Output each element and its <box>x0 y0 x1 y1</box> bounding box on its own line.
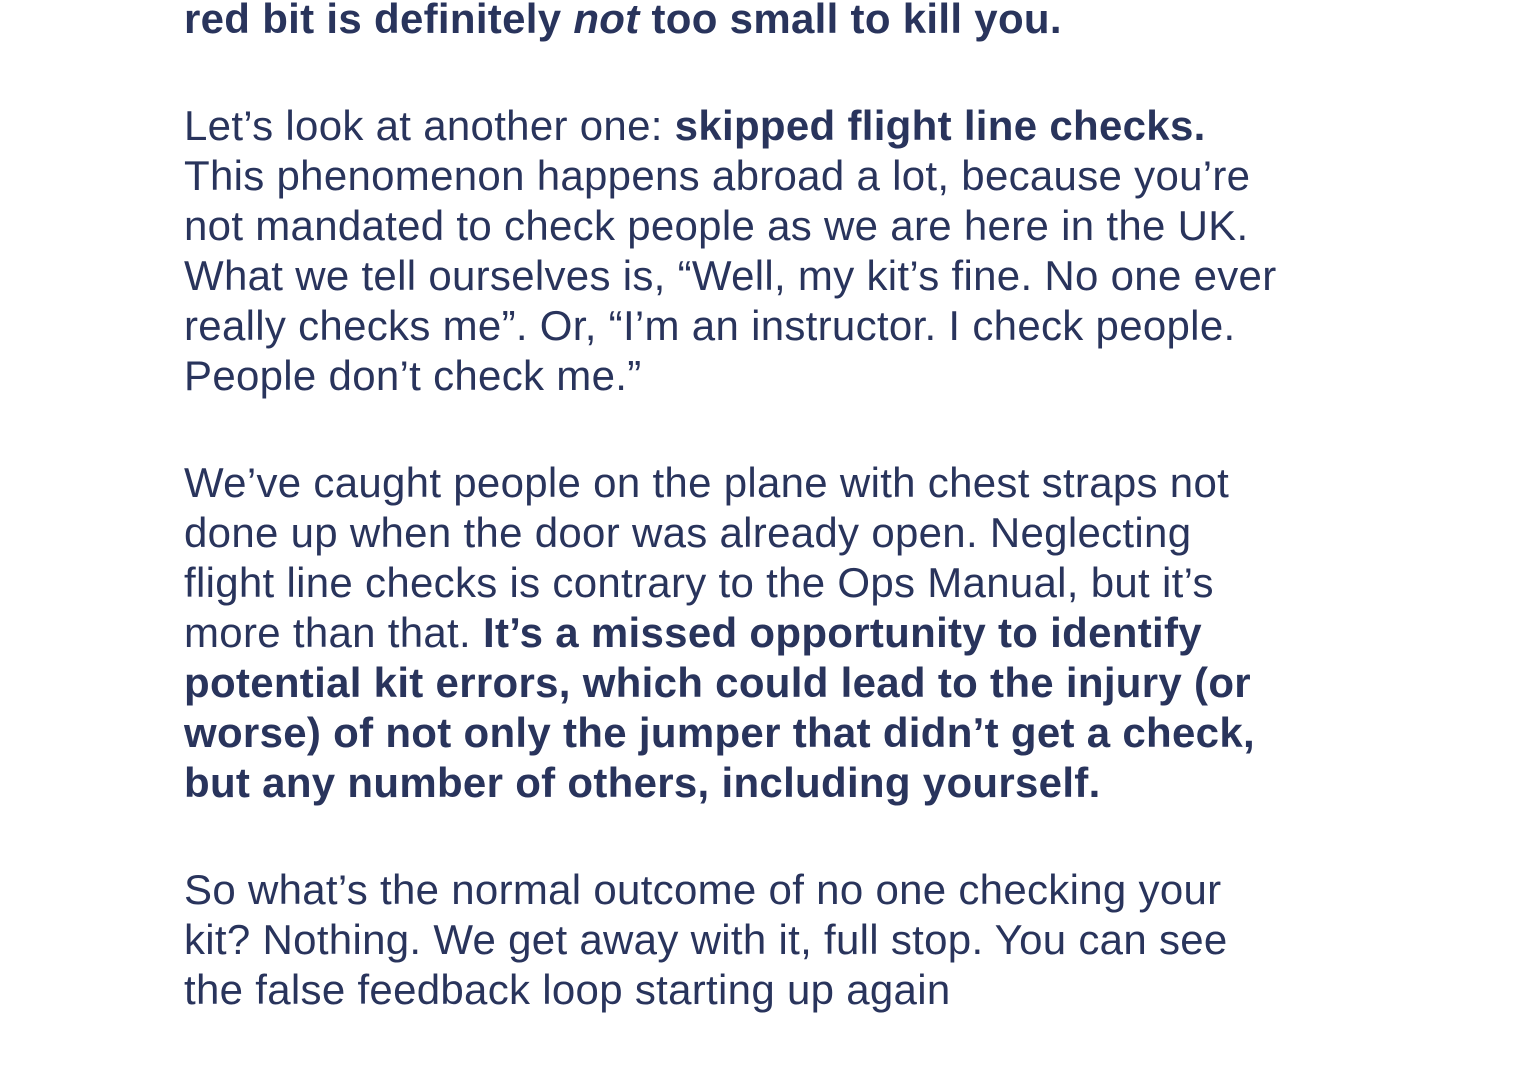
paragraph-normal-outcome <box>184 865 1384 1015</box>
text-line <box>184 508 1384 558</box>
text-line <box>184 865 1384 915</box>
text-line <box>184 608 1384 658</box>
text-line <box>184 708 1384 758</box>
text-run: flight line checks is contrary to the Ops Manual, but it’s <box>184 559 1214 606</box>
text-run: So what’s the normal outcome of no one checking your <box>184 866 1222 913</box>
bold-run: but any number of others, including yourself. <box>184 759 1101 806</box>
text-run: What we tell ourselves is, “Well, my kit’s fine. No one ever <box>184 252 1277 299</box>
text-run: This phenomenon happens abroad a lot, because you’re <box>184 152 1251 199</box>
bold-run: It’s a missed opportunity to identify <box>482 609 1202 656</box>
text-line <box>184 101 1384 151</box>
text-line <box>184 151 1384 201</box>
text-line <box>184 458 1384 508</box>
text-line <box>184 201 1384 251</box>
text-run: kit? Nothing. We get away with it, full stop. You can see <box>184 916 1228 963</box>
text-line <box>184 658 1384 708</box>
bold-run: too small to kill you. <box>639 0 1062 42</box>
text-line <box>184 758 1384 808</box>
text-run: more than that. <box>184 609 483 656</box>
text-line <box>184 351 1384 401</box>
text-line <box>184 0 1384 44</box>
text-line <box>184 251 1384 301</box>
bold-run: red bit is definitely <box>184 0 574 42</box>
text-line <box>184 915 1384 965</box>
text-run: not mandated to check people as we are here in the UK. <box>184 202 1249 249</box>
bold-run: worse) of not only the jumper that didn’t get a check, <box>184 709 1255 756</box>
text-line <box>184 301 1384 351</box>
bold-run: potential kit errors, which could lead to the injury (or <box>184 659 1251 706</box>
text-run: People don’t check me.” <box>184 352 642 399</box>
paragraph-caught-people <box>184 458 1384 808</box>
paragraph-skipped-flight-line-checks <box>184 101 1384 401</box>
text-line <box>184 558 1384 608</box>
text-run: really checks me”. Or, “I’m an instructor. I check people. <box>184 302 1236 349</box>
paragraph-intro-continuation <box>184 0 1384 44</box>
bold-run: skipped flight line checks. <box>674 102 1206 149</box>
text-run: We’ve caught people on the plane with chest straps not <box>184 459 1230 506</box>
text-run: the false feedback loop starting up again <box>184 966 951 1013</box>
text-run: Let’s look at another one: <box>184 102 675 149</box>
article-text-column <box>184 0 1384 1072</box>
text-run: done up when the door was already open. Neglecting <box>184 509 1192 556</box>
bold-italic-run: not <box>573 0 640 42</box>
text-line <box>184 965 1384 1015</box>
